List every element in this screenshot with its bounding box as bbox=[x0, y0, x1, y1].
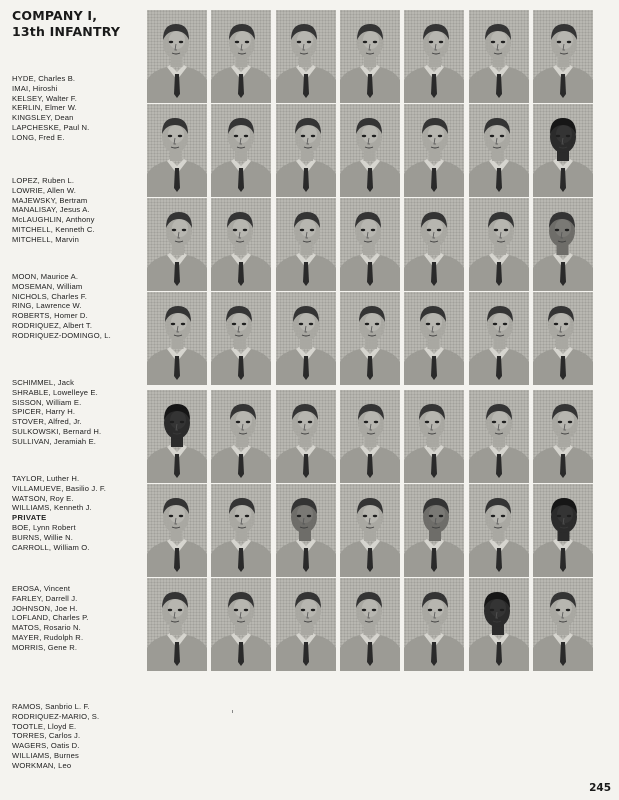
soldier-portrait bbox=[404, 484, 464, 577]
soldier-portrait bbox=[211, 10, 271, 103]
soldier-portrait bbox=[404, 578, 464, 671]
soldier-name: MOON, Maurice A. bbox=[12, 272, 79, 281]
soldier-portrait bbox=[469, 484, 529, 577]
portrait-row bbox=[147, 292, 593, 385]
title-line-regiment: 13th INFANTRY bbox=[12, 24, 121, 39]
soldier-name: SULLIVAN, Jeramiah E. bbox=[12, 436, 97, 446]
soldier-name: SPICER, Harry H. bbox=[12, 407, 76, 417]
print-mark bbox=[232, 710, 233, 713]
soldier-portrait bbox=[276, 198, 336, 291]
soldier-name: MAJEWSKY, Bertram bbox=[12, 195, 88, 205]
soldier-name: WAGERS, Oatis D. bbox=[12, 741, 80, 751]
portrait-row bbox=[147, 198, 593, 291]
page-number: 245 bbox=[589, 782, 611, 794]
soldier-name: MORRIS, Gene R. bbox=[12, 642, 78, 652]
soldier-name: SHRABLE, Lowelleye E. bbox=[12, 387, 98, 397]
title-line-company: COMPANY I, bbox=[12, 8, 98, 23]
soldier-portrait bbox=[211, 104, 271, 197]
soldier-portrait bbox=[340, 10, 400, 103]
soldier-portrait bbox=[147, 484, 207, 577]
soldier-name: SISSON, William E. bbox=[12, 397, 82, 407]
soldier-name: RAMOS, Sanbrio L. F. bbox=[12, 702, 90, 711]
soldier-name: MITCHELL, Kenneth C. bbox=[12, 224, 95, 234]
soldier-name: HYDE, Charles B. bbox=[12, 74, 76, 83]
soldier-portrait bbox=[404, 198, 464, 291]
soldier-portrait bbox=[276, 578, 336, 671]
soldier-name: NICHOLS, Charles F. bbox=[12, 291, 88, 301]
soldier-portrait bbox=[404, 104, 464, 197]
soldier-name: SULKOWSKI, Bernard H. bbox=[12, 426, 102, 436]
soldier-name: RODRIQUEZ, Albert T. bbox=[12, 320, 93, 330]
soldier-name: WORKMAN, Leo bbox=[12, 760, 72, 770]
soldier-name: MANALISAY, Jesus A. bbox=[12, 205, 90, 215]
soldier-name: LOFLAND, Charles P. bbox=[12, 613, 89, 623]
portrait-row bbox=[147, 484, 593, 577]
soldier-name: SCHIMMEL, Jack bbox=[12, 378, 75, 387]
soldier-name: EROSA, Vincent bbox=[12, 584, 71, 593]
soldier-name: RODRIQUEZ-MARIO, S. bbox=[12, 711, 100, 721]
soldier-portrait bbox=[276, 390, 336, 483]
soldier-portrait bbox=[147, 10, 207, 103]
soldier-portrait bbox=[533, 578, 593, 671]
soldier-portrait bbox=[211, 390, 271, 483]
soldier-name: IMAI, Hiroshi bbox=[12, 83, 58, 93]
portrait-row bbox=[147, 10, 593, 103]
soldier-portrait bbox=[276, 292, 336, 385]
soldier-name: KELSEY, Walter F. bbox=[12, 93, 78, 103]
soldier-portrait bbox=[404, 390, 464, 483]
soldier-portrait bbox=[469, 390, 529, 483]
soldier-name: RING, Lawrence W. bbox=[12, 301, 82, 311]
soldier-portrait bbox=[147, 104, 207, 197]
soldier-name: ROBERTS, Homer D. bbox=[12, 311, 88, 321]
soldier-name: LOPEZ, Ruben L. bbox=[12, 176, 75, 185]
soldier-portrait bbox=[276, 484, 336, 577]
soldier-portrait bbox=[147, 390, 207, 483]
soldier-name: RODRIQUEZ-DOMINGO, L. bbox=[12, 330, 111, 340]
rank-heading: PRIVATE bbox=[12, 513, 47, 523]
soldier-name: LOWRIE, Allen W. bbox=[12, 185, 77, 195]
soldier-name: CARROLL, William O. bbox=[12, 542, 90, 552]
soldier-name: WILLIAMS, Burnes bbox=[12, 750, 79, 760]
portrait-row bbox=[147, 578, 593, 671]
soldier-name: KINGSLEY, Dean bbox=[12, 113, 74, 123]
soldier-portrait bbox=[147, 578, 207, 671]
soldier-name: WATSON, Roy E. bbox=[12, 493, 74, 503]
soldier-name: LAPCHESKE, Paul N. bbox=[12, 122, 90, 132]
soldier-portrait bbox=[147, 292, 207, 385]
soldier-portrait bbox=[211, 578, 271, 671]
soldier-portrait bbox=[533, 292, 593, 385]
soldier-portrait bbox=[469, 198, 529, 291]
soldier-name: FARLEY, Darrell J. bbox=[12, 593, 78, 603]
soldier-portrait bbox=[340, 104, 400, 197]
soldier-name: TAYLOR, Luther H. bbox=[12, 474, 80, 483]
portrait-row bbox=[147, 104, 593, 197]
soldier-name: JOHNSON, Joe H. bbox=[12, 603, 78, 613]
soldier-portrait bbox=[211, 484, 271, 577]
soldier-name: MAYER, Rudolph R. bbox=[12, 632, 84, 642]
soldier-portrait bbox=[404, 292, 464, 385]
soldier-portrait bbox=[211, 198, 271, 291]
soldier-name: MITCHELL, Marvin bbox=[12, 234, 79, 244]
soldier-portrait bbox=[147, 198, 207, 291]
soldier-name: BOE, Lynn Robert bbox=[12, 522, 76, 532]
soldier-portrait bbox=[276, 104, 336, 197]
soldier-portrait bbox=[533, 104, 593, 197]
soldier-name: MATOS, Rosario N. bbox=[12, 623, 81, 633]
soldier-name: WILLIAMS, Kenneth J. bbox=[12, 503, 92, 513]
soldier-name: BURNS, Willie N. bbox=[12, 532, 74, 542]
soldier-name: TOOTLE, Lloyd E. bbox=[12, 721, 77, 731]
soldier-portrait bbox=[340, 390, 400, 483]
page-title bbox=[12, 8, 120, 40]
name-group bbox=[12, 584, 147, 653]
soldier-name: VILLAMUEVE, Basilio J. F. bbox=[12, 483, 107, 493]
name-group bbox=[12, 378, 147, 447]
soldier-portrait bbox=[340, 484, 400, 577]
soldier-name: MOSEMAN, William bbox=[12, 281, 83, 291]
soldier-name: KERLIN, Elmer W. bbox=[12, 103, 77, 113]
soldier-name: STOVER, Alfred, Jr. bbox=[12, 417, 82, 427]
soldier-portrait bbox=[469, 104, 529, 197]
soldier-portrait bbox=[533, 390, 593, 483]
soldier-portrait bbox=[469, 10, 529, 103]
name-group bbox=[12, 74, 147, 143]
soldier-portrait bbox=[340, 198, 400, 291]
soldier-name: LONG, Fred E. bbox=[12, 132, 65, 142]
soldier-portrait bbox=[404, 10, 464, 103]
soldier-name: TORRES, Carlos J. bbox=[12, 731, 81, 741]
soldier-portrait bbox=[533, 484, 593, 577]
name-group bbox=[12, 474, 147, 552]
portrait-row bbox=[147, 390, 593, 483]
soldier-portrait bbox=[340, 578, 400, 671]
soldier-portrait bbox=[211, 292, 271, 385]
soldier-name: McLAUGHLIN, Anthony bbox=[12, 215, 95, 225]
soldier-portrait bbox=[469, 292, 529, 385]
soldier-portrait bbox=[533, 10, 593, 103]
soldier-portrait bbox=[276, 10, 336, 103]
soldier-portrait bbox=[469, 578, 529, 671]
name-group bbox=[12, 272, 147, 341]
name-group bbox=[12, 702, 147, 771]
soldier-portrait bbox=[340, 292, 400, 385]
soldier-portrait bbox=[533, 198, 593, 291]
name-group bbox=[12, 176, 147, 245]
